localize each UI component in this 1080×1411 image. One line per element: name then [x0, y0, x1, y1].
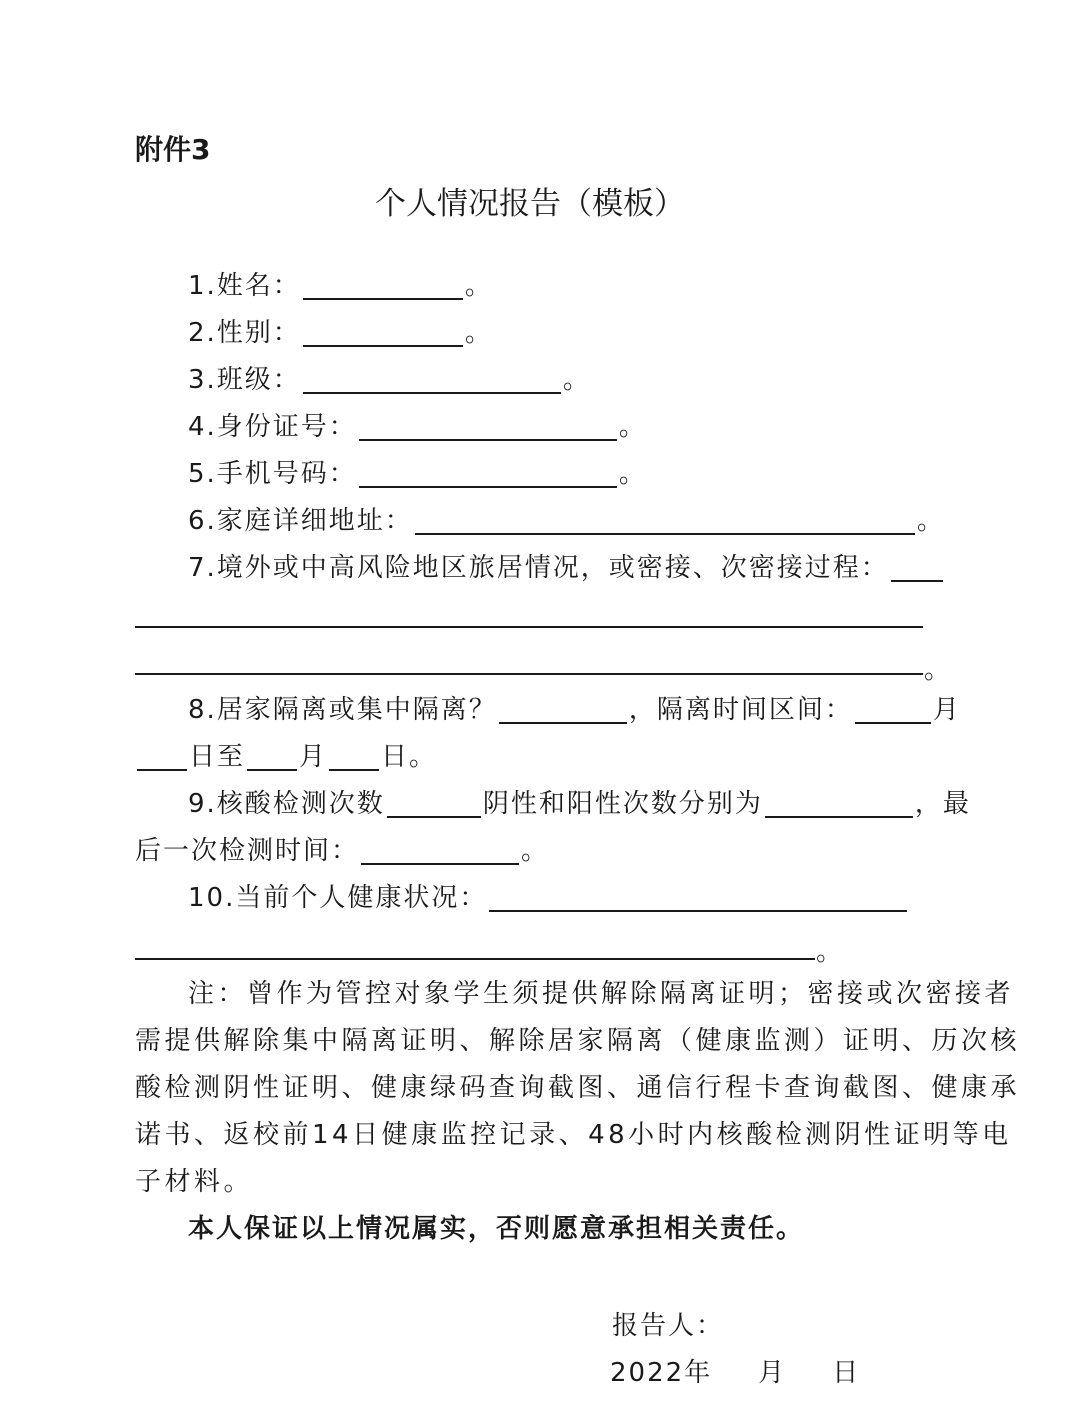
- health-input-line[interactable]: [489, 880, 907, 912]
- address-input-line[interactable]: [415, 503, 915, 535]
- field-address-label: 6.家庭详细地址：: [188, 506, 413, 536]
- date-month: 月: [758, 1358, 787, 1388]
- id-number-input-line[interactable]: [359, 409, 617, 441]
- field-class-label: 3.班级：: [188, 365, 301, 395]
- field-name-row: [188, 266, 493, 306]
- field-health-label: 10.当前个人健康状况：: [188, 883, 488, 913]
- class-input-line[interactable]: [303, 362, 561, 394]
- field-travel-label: 7.境外或中高风险地区旅居情况，或密接、次密接过程：: [188, 553, 889, 583]
- start-month-input-line[interactable]: [855, 692, 931, 724]
- field-test-label: 9.核酸检测次数: [188, 789, 385, 819]
- last-test-input-line[interactable]: [361, 833, 519, 865]
- month-label: 月: [299, 742, 328, 772]
- test-row-end: ，最: [914, 789, 971, 819]
- month-label: 月: [932, 695, 961, 725]
- period: 。: [924, 655, 953, 685]
- period: 。: [521, 836, 550, 866]
- note-line-2: 需提供解除集中隔离证明、解除居家隔离（健康监测）证明、历次核: [135, 1026, 1021, 1056]
- field-name-label: 1.姓名：: [188, 271, 301, 301]
- field-health-row: [188, 878, 909, 918]
- field-quarantine-row-2: [135, 737, 437, 777]
- end-month-input-line[interactable]: [247, 739, 297, 771]
- attachment-label: 附件3: [135, 133, 211, 166]
- quarantine-type-input-line[interactable]: [499, 692, 627, 724]
- test-count-input-line[interactable]: [387, 786, 481, 818]
- page-title: 个人情况报告（模板）: [375, 186, 685, 222]
- travel-input-line-3[interactable]: [135, 673, 923, 675]
- start-day-input-line[interactable]: [137, 739, 187, 771]
- last-test-label: 后一次检测时间：: [135, 836, 360, 866]
- note-line-4: 诺书、返校前14日健康监控记录、48小时内核酸检测阴性证明等电: [135, 1120, 1012, 1150]
- field-phone-label: 5.手机号码：: [188, 459, 357, 489]
- date-year: 2022年: [610, 1358, 713, 1388]
- note-line-1: 注：曾作为管控对象学生须提供解除隔离证明；密接或次密接者: [188, 979, 1015, 1009]
- period: 。: [464, 318, 493, 348]
- neg-pos-count-input-line[interactable]: [765, 786, 913, 818]
- note-line-5: 子材料。: [135, 1167, 254, 1197]
- pledge-statement: 本人保证以上情况属实，否则愿意承担相关责任。: [188, 1214, 805, 1244]
- neg-pos-label: 阴性和阳性次数分别为: [482, 789, 763, 819]
- reporter-label: 报告人：: [612, 1311, 725, 1341]
- field-gender-row: [188, 313, 493, 353]
- field-class-row: [188, 360, 591, 400]
- note-line-3: 酸检测阴性证明、健康绿码查询截图、通信行程卡查询截图、健康承: [135, 1073, 1021, 1103]
- field-test-row-2: [135, 831, 549, 871]
- field-quarantine-row: [188, 690, 961, 730]
- period: 。: [916, 506, 945, 536]
- health-input-line-2[interactable]: [135, 958, 815, 960]
- field-phone-row: [188, 454, 647, 494]
- field-address-row: [188, 501, 945, 541]
- travel-input-line-2[interactable]: [135, 626, 923, 628]
- phone-input-line[interactable]: [359, 456, 617, 488]
- signature-date: [610, 1352, 860, 1389]
- field-id-label: 4.身份证号：: [188, 412, 357, 442]
- end-day-input-line[interactable]: [329, 739, 379, 771]
- gender-input-line[interactable]: [303, 315, 463, 347]
- day-label: 日。: [381, 742, 438, 772]
- field-travel-row: [188, 548, 945, 588]
- day-to-label: 日至: [189, 742, 246, 772]
- period: 。: [464, 271, 493, 301]
- period: 。: [816, 937, 845, 967]
- period: 。: [618, 412, 647, 442]
- field-gender-label: 2.性别：: [188, 318, 301, 348]
- field-id-row: [188, 407, 647, 447]
- field-quarantine-label: 8.居家隔离或集中隔离？: [188, 695, 497, 725]
- name-input-line[interactable]: [303, 268, 463, 300]
- period: 。: [562, 365, 591, 395]
- field-test-row: [188, 784, 971, 824]
- travel-input-line[interactable]: [891, 550, 943, 582]
- date-day: 日: [832, 1358, 861, 1388]
- quarantine-period-label: ，隔离时间区间：: [628, 695, 853, 725]
- period: 。: [618, 459, 647, 489]
